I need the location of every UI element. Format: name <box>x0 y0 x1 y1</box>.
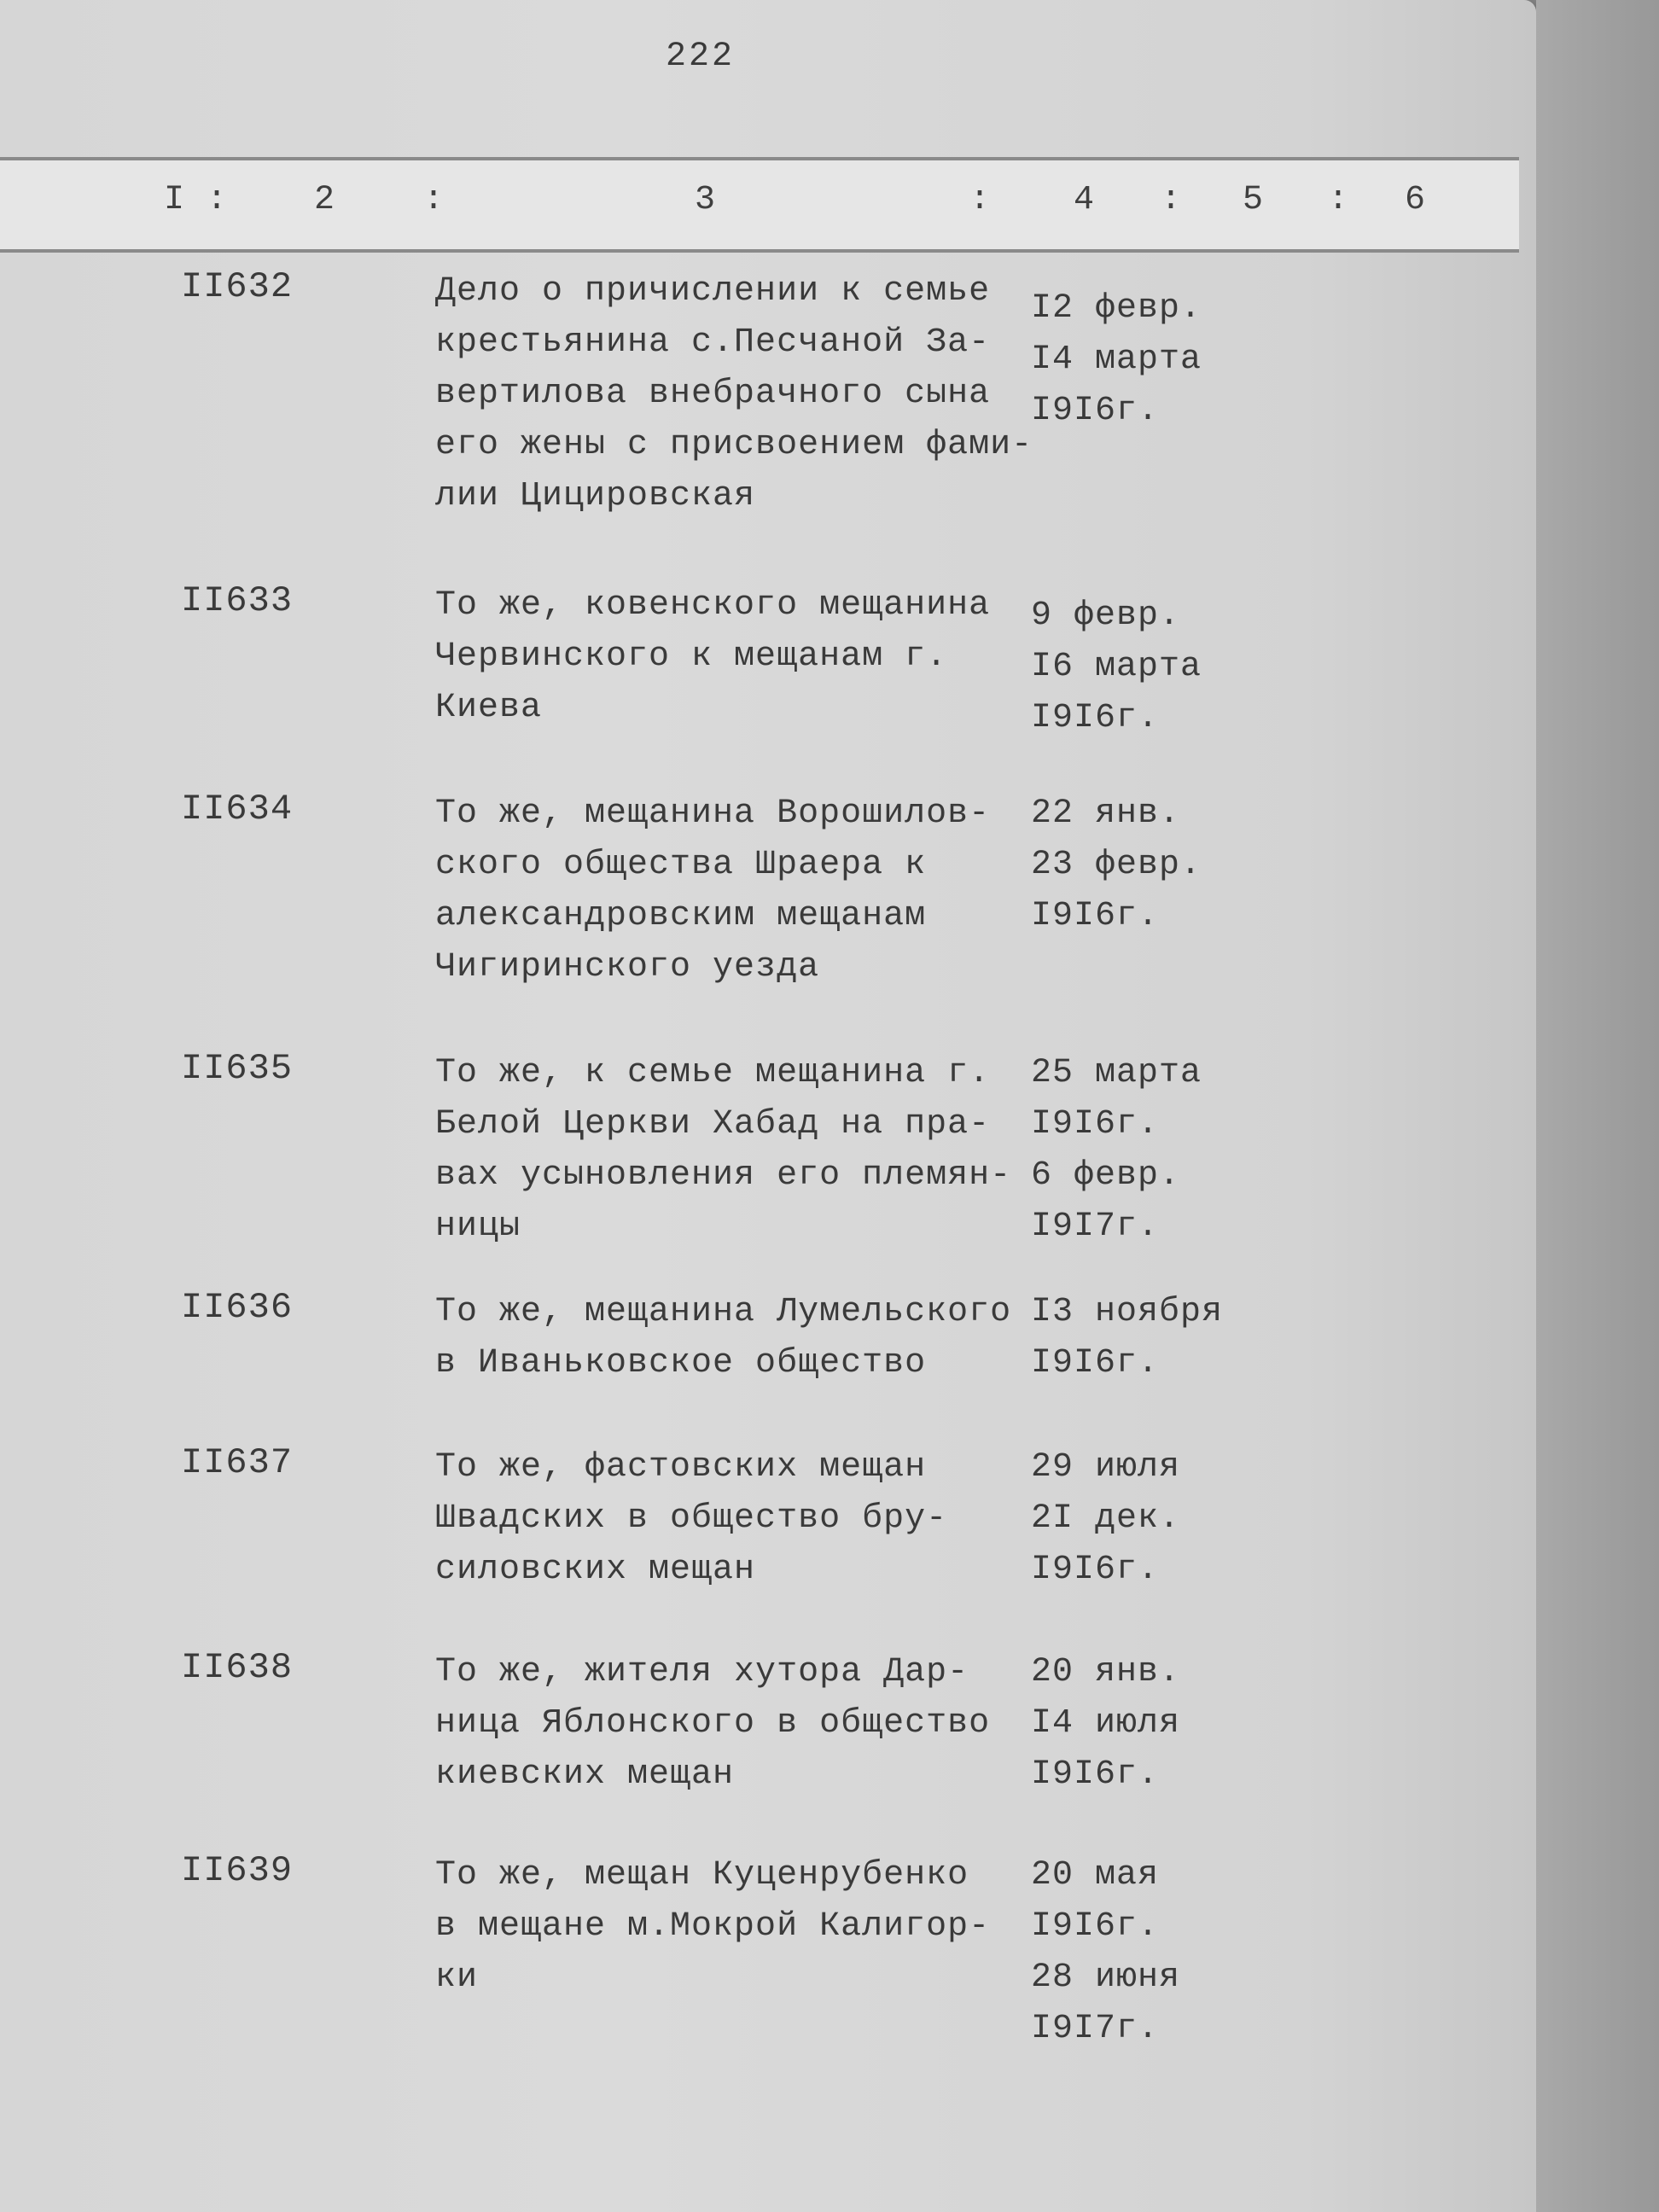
description-line: То же, ковенского мещанина <box>435 586 991 625</box>
entry-description <box>435 1850 1033 2004</box>
column-header-5: 5 <box>1243 181 1264 219</box>
column-separator: : <box>207 181 228 219</box>
description-line: То же, мещанина Ворошилов- <box>435 795 991 833</box>
date-line: 9 февр. <box>1031 597 1181 635</box>
date-line: I9I6г. <box>1031 1344 1160 1382</box>
entry-dates <box>1031 1647 1236 1801</box>
column-separator: : <box>423 181 445 219</box>
description-line: его жены с присвоением фами- <box>435 426 1033 464</box>
entry-description <box>435 266 1033 522</box>
description-line: Швадских в общество бру- <box>435 1499 948 1538</box>
entry-description <box>435 1048 1033 1253</box>
column-header-1: I <box>164 181 185 219</box>
entry-dates <box>1031 1048 1236 1253</box>
date-line: 2I дек. <box>1031 1499 1181 1538</box>
entry-number: II632 <box>181 266 294 307</box>
description-line: ница Яблонского в общество <box>435 1704 991 1743</box>
description-line: киевских мещан <box>435 1755 735 1794</box>
entry-number: II634 <box>181 789 294 830</box>
date-line: I3 ноября <box>1031 1293 1224 1331</box>
description-line: ки <box>435 1959 479 1997</box>
date-line: 28 июня <box>1031 1959 1181 1997</box>
entry-description <box>435 1287 1033 1389</box>
entry-dates <box>1031 591 1236 744</box>
description-line: в мещане м.Мокрой Калигор- <box>435 1907 991 1946</box>
date-line: I9I6г. <box>1031 1105 1160 1144</box>
date-line: 23 февр. <box>1031 846 1202 884</box>
date-line: I9I7г. <box>1031 2010 1160 2048</box>
date-line: I4 июля <box>1031 1704 1181 1743</box>
entry-number: II639 <box>181 1850 294 1891</box>
date-line: I9I6г. <box>1031 1755 1160 1794</box>
description-line: вертилова внебрачного сына <box>435 375 991 413</box>
column-separator: : <box>969 181 991 219</box>
date-line: 20 янв. <box>1031 1653 1181 1691</box>
column-header-6: 6 <box>1405 181 1426 219</box>
description-line: в Иваньковское общество <box>435 1344 927 1382</box>
description-line: То же, мещан Куценрубенко <box>435 1856 969 1895</box>
entry-description <box>435 580 1033 734</box>
description-line: ницы <box>435 1208 521 1246</box>
date-line: I9I6г. <box>1031 897 1160 935</box>
column-header-row <box>0 157 1519 253</box>
entry-number: II637 <box>181 1442 294 1483</box>
description-line: То же, к семье мещанина г. <box>435 1054 991 1092</box>
entry-number: II638 <box>181 1647 294 1688</box>
description-line: То же, жителя хутора Дар- <box>435 1653 969 1691</box>
description-line: То же, мещанина Лумельского <box>435 1293 1012 1331</box>
date-line: I4 марта <box>1031 341 1202 379</box>
column-separator: : <box>1161 181 1182 219</box>
page-edge-shadow <box>1536 0 1659 2212</box>
date-line: 20 мая <box>1031 1856 1160 1895</box>
date-line: I9I6г. <box>1031 392 1160 430</box>
description-line: Червинского к мещанам г. <box>435 637 948 676</box>
entry-number: II636 <box>181 1287 294 1328</box>
entry-description <box>435 789 1033 993</box>
entry-dates <box>1031 1442 1236 1596</box>
date-line: 22 янв. <box>1031 795 1181 833</box>
date-line: I9I7г. <box>1031 1208 1160 1246</box>
description-line: крестьянина с.Песчаной За- <box>435 323 991 362</box>
entry-description <box>435 1647 1033 1801</box>
description-line: вах усыновления его племян- <box>435 1156 1012 1195</box>
description-line: александровским мещанам <box>435 897 927 935</box>
description-line: лии Цицировская <box>435 477 756 515</box>
entry-number: II635 <box>181 1048 294 1089</box>
entry-description <box>435 1442 1033 1596</box>
page-number: 222 <box>666 38 736 76</box>
entry-number: II633 <box>181 580 294 621</box>
column-header-2: 2 <box>314 181 335 219</box>
description-line: Дело о причислении к семье <box>435 272 991 311</box>
description-line: ского общества Шраера к <box>435 846 927 884</box>
description-line: Чигиринского уезда <box>435 948 820 987</box>
description-line: силовских мещан <box>435 1551 756 1589</box>
date-line: I9I6г. <box>1031 699 1160 737</box>
date-line: 29 июля <box>1031 1448 1181 1487</box>
description-line: То же, фастовских мещан <box>435 1448 927 1487</box>
date-line: I9I6г. <box>1031 1907 1160 1946</box>
column-header-4: 4 <box>1074 181 1095 219</box>
description-line: Белой Церкви Хабад на пра- <box>435 1105 991 1144</box>
entry-dates <box>1031 1850 1236 2055</box>
description-line: Киева <box>435 689 543 727</box>
entry-dates <box>1031 789 1236 942</box>
entry-dates <box>1031 1287 1236 1389</box>
date-line: I2 февр. <box>1031 289 1202 328</box>
column-header-3: 3 <box>695 181 716 219</box>
date-line: 25 марта <box>1031 1054 1202 1092</box>
date-line: I9I6г. <box>1031 1551 1160 1589</box>
date-line: I6 марта <box>1031 648 1202 686</box>
column-separator: : <box>1328 181 1349 219</box>
date-line: 6 февр. <box>1031 1156 1181 1195</box>
entry-dates <box>1031 283 1236 437</box>
